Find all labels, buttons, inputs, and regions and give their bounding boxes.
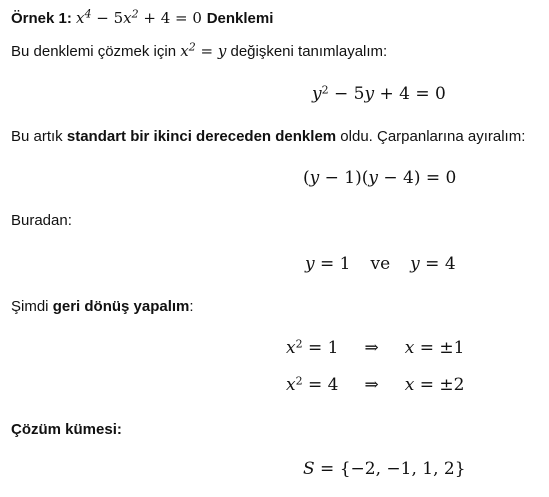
buradan-label: Buradan:	[11, 212, 72, 229]
solution-label: Çözüm kümesi:	[11, 421, 122, 438]
standard-bold-phrase: standart bir ikinci dereceden denklem	[66, 128, 337, 145]
arrow-row-2: ⇒	[364, 375, 379, 395]
back-sub-text-before: Şimdi	[11, 298, 49, 315]
back-sub-paragraph	[11, 297, 194, 317]
intro-text-before: Bu denklemi çözmek için	[11, 43, 177, 60]
solution-set: S = {−2, −1, 1, 2}	[303, 459, 466, 479]
example-heading	[11, 8, 273, 29]
intro-text-after: değişkeni tanımlayalım:	[230, 43, 388, 60]
intro-substitution: $x^2 = y$	[180, 40, 227, 60]
standard-text-after: oldu. Çarpanlarına ayıralım:	[340, 128, 526, 145]
intro-paragraph	[11, 41, 387, 62]
equation-factored: (y − 1)(y − 4) = 0	[303, 168, 457, 188]
back-sub-bold-phrase: geri dönüş yapalım	[52, 298, 190, 315]
standard-text-before: Bu artık	[11, 128, 63, 145]
roots-y: y = 1 ve y = 4	[305, 254, 456, 274]
heading-equation: $x^4 - 5x^2 + 4 = 0$	[76, 7, 202, 27]
arrow-row-1: ⇒	[364, 338, 379, 358]
back-sub-row-2: $x^2 = 4$ ⇒ x = ±2	[286, 374, 465, 395]
heading-prefix: Örnek 1:	[11, 10, 72, 27]
equation-substituted: $y^2 - 5y + 4 = 0$	[312, 83, 446, 104]
standard-form-paragraph	[11, 127, 525, 147]
back-sub-row-1: $x^2 = 1$ ⇒ x = ±1	[286, 337, 465, 358]
roots-connector: ve	[370, 254, 391, 274]
back-sub-text-after: :	[189, 298, 194, 315]
heading-suffix: Denklemi	[206, 10, 274, 27]
